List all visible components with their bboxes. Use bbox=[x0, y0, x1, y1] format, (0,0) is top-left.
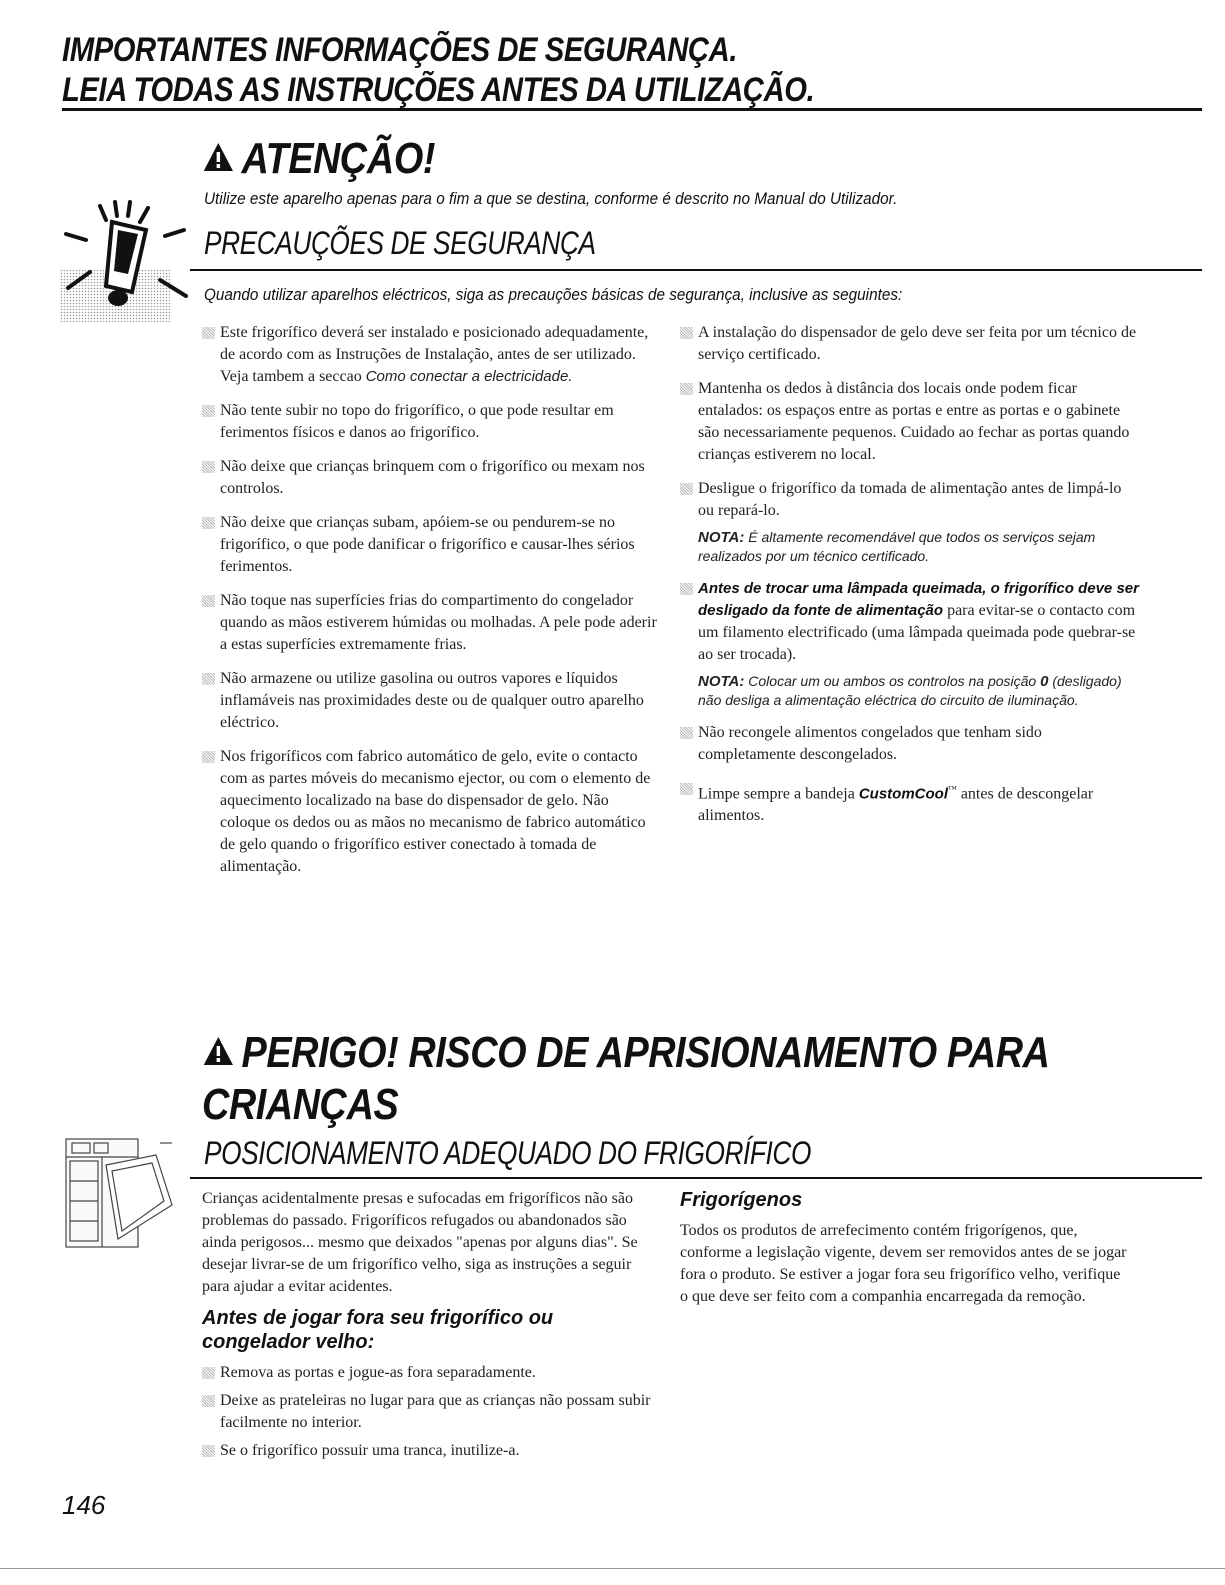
bullet-icon bbox=[202, 1367, 215, 1379]
list-item: Não toque nas superfícies frias do compartimento do congelador quando as mãos estiverem húmidas ou molhadas. A pele pode aderir a estas superfícies extremamente frias. bbox=[202, 590, 662, 656]
header-line-1: IMPORTANTES INFORMAÇÕES DE SEGURANÇA. bbox=[62, 31, 738, 69]
bullet-icon bbox=[680, 727, 693, 739]
list-item: Não armazene ou utilize gasolina ou outros vapores e líquidos inflamáveis nas proximidades deste ou de qualquer outro aparelho eléctrico. bbox=[202, 668, 662, 734]
bullet-icon bbox=[680, 483, 693, 495]
danger-title-line-2: CRIANÇAS bbox=[202, 1080, 399, 1129]
safety-rule bbox=[190, 269, 1202, 271]
bullet-icon bbox=[202, 517, 215, 529]
safety-right-column bbox=[680, 322, 1140, 839]
danger-subtitle: POSICIONAMENTO ADEQUADO DO FRIGORÍFICO bbox=[204, 1135, 811, 1171]
list-item: Se o frigorífico possuir uma tranca, inutilize-a. bbox=[202, 1440, 662, 1462]
list-item: Deixe as prateleiras no lugar para que as crianças não possam subir facilmente no interior. bbox=[202, 1390, 662, 1434]
danger-title-line-1: PERIGO! RISCO DE APRISIONAMENTO PARA bbox=[241, 1028, 1050, 1077]
warning-triangle-icon bbox=[202, 134, 235, 184]
safety-title: PRECAUÇÕES DE SEGURANÇA bbox=[204, 225, 596, 261]
bullet-icon bbox=[202, 1445, 215, 1457]
before-disposal-heading: Antes de jogar fora seu frigorífico ou congelador velho: bbox=[202, 1307, 554, 1353]
header-rule bbox=[62, 108, 1202, 111]
bullet-icon bbox=[202, 673, 215, 685]
bottom-edge-rule bbox=[0, 1568, 1225, 1569]
list-item: Desligue o frigorífico da tomada de alimentação antes de limpá-lo ou repará-lo. bbox=[680, 478, 1140, 522]
danger-left-column bbox=[202, 1188, 662, 1468]
list-item: Antes de trocar uma lâmpada queimada, o frigorífico deve ser desligado da fonte de alimentação para evitar-se o contacto com um filamento electrificado (uma lâmpada queimada pode quebrar-se ao ser trocada). bbox=[680, 578, 1140, 666]
list-item: A instalação do dispensador de gelo deve ser feita por um técnico de serviço certificado. bbox=[680, 322, 1140, 366]
bullet-icon bbox=[202, 405, 215, 417]
bullet-icon bbox=[680, 383, 693, 395]
list-item: Remova as portas e jogue-as fora separadamente. bbox=[202, 1362, 662, 1384]
bullet-icon bbox=[202, 327, 215, 339]
bullet-icon bbox=[202, 461, 215, 473]
danger-title-row bbox=[202, 1028, 1050, 1078]
list-item: Nos frigoríficos com fabrico automático de gelo, evite o contacto com as partes móveis do mecanismo ejector, ou com o elemento de aquecimento localizado na base do dispensador de gelo. Não coloque os dedos ou as mãos no mecanismo de fabrico automático de gelo quando o frigorífico estiver conectado à tomada de alimentação. bbox=[202, 746, 662, 878]
safety-left-column bbox=[202, 322, 662, 890]
list-item: Este frigorífico deverá ser instalado e posicionado adequadamente, de acordo com as Instruções de Instalação, antes de ser utilizado. Veja tambem a seccao Como conectar a electricidade. bbox=[202, 322, 662, 388]
danger-right-column bbox=[680, 1188, 1130, 1308]
list-item: Não recongele alimentos congelados que tenham sido completamente descongelados. bbox=[680, 722, 1140, 766]
bullet-icon bbox=[202, 751, 215, 763]
bullet-icon bbox=[680, 783, 693, 795]
bullet-icon bbox=[680, 327, 693, 339]
warning-title: ATENÇÃO! bbox=[241, 134, 436, 183]
note-service: NOTA: É altamente recomendável que todos os serviços sejam realizados por um técnico certificado. bbox=[698, 529, 1096, 564]
list-item: Limpe sempre a bandeja CustomCool™ antes de descongelar alimentos. bbox=[680, 778, 1140, 827]
list-item: Não tente subir no topo do frigorífico, o que pode resultar em ferimentos físicos e danos ao frigorífico. bbox=[202, 400, 662, 444]
warning-text: Utilize este aparelho apenas para o fim a que se destina, conforme é descrito no Manual do Utilizador. bbox=[204, 189, 898, 208]
list-item: Não deixe que crianças subam, apóiem-se ou pendurem-se no frigorífico, o que pode danificar o frigorífico e causar-lhes sérios ferimentos. bbox=[202, 512, 662, 578]
warning-triangle-icon bbox=[202, 1028, 235, 1078]
exclamation-burst-icon bbox=[60, 200, 195, 330]
safety-lead: Quando utilizar aparelhos eléctricos, siga as precauções básicas de segurança, inclusive as seguintes: bbox=[204, 285, 903, 304]
refrigerator-icon bbox=[60, 1135, 180, 1260]
header-line-2: LEIA TODAS AS INSTRUÇÕES ANTES DA UTILIZAÇÃO. bbox=[62, 71, 815, 109]
bullet-icon bbox=[680, 583, 693, 595]
page-number: 146 bbox=[62, 1490, 106, 1520]
refrigerants-text: Todos os produtos de arrefecimento contém frigorígenos, que, conforme a legislação vigente, devem ser removidos antes de se jogar fora o produto. Se estiver a jogar fora seu frigorífico velho, verifique o que deve ser feito com a companhia encarregada da remoção. bbox=[680, 1222, 1127, 1305]
note-controls: NOTA: Colocar um ou ambos os controlos na posição 0 (desligado) não desliga a alimentação eléctrica do circuito de iluminação. bbox=[698, 673, 1122, 708]
bullet-icon bbox=[202, 1395, 215, 1407]
danger-intro: Crianças acidentalmente presas e sufocadas em frigoríficos não são problemas do passado. Frigoríficos refugados ou abandonados são ainda perigosos... mesmo que deixados "apenas por alguns dias". Se desejar livrar-se de um frigorífico velho, siga as instruções a seguir para ajudar a evitar acidentes. bbox=[202, 1190, 638, 1295]
warning-title-row bbox=[202, 134, 435, 184]
list-item: Não deixe que crianças brinquem com o frigorífico ou mexam nos controlos. bbox=[202, 456, 662, 500]
refrigerants-heading: Frigorígenos bbox=[680, 1189, 803, 1211]
bullet-icon bbox=[202, 595, 215, 607]
danger-rule bbox=[190, 1177, 1202, 1179]
list-item: Mantenha os dedos à distância dos locais onde podem ficar entalados: os espaços entre as portas e entre as portas e o gabinete são necessariamente pequenos. Cuidado ao fechar as portas quando crianças estiverem no local. bbox=[680, 378, 1140, 466]
